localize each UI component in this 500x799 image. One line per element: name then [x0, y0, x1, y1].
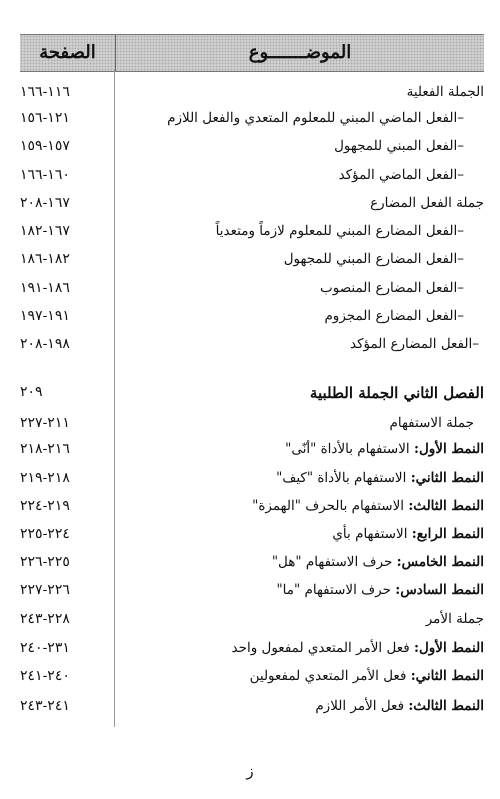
toc-row: [20, 466, 484, 494]
toc-row: [20, 380, 484, 408]
toc-row: [20, 550, 484, 578]
entry-text: –الفعل المضارع المنصوب: [320, 280, 464, 296]
pattern-label: النمط الأول:: [413, 640, 484, 656]
pattern-label: النمط الثالث:: [408, 498, 484, 514]
toc-row: [20, 191, 484, 219]
entry-text: فعل الأمر المتعدي لمفعول واحد: [231, 640, 414, 656]
pattern-label: النمط الأول:: [413, 441, 484, 457]
toc-entry: [285, 441, 484, 457]
toc-row: [20, 578, 484, 606]
entry-text: الفصل الثاني الجملة الطلبية: [309, 384, 484, 402]
toc-entry: [324, 308, 464, 324]
toc-row: [20, 494, 484, 522]
toc-row: [20, 636, 484, 664]
toc-entry: [370, 195, 484, 211]
toc-row: [20, 247, 484, 275]
pattern-label: النمط الثاني:: [410, 470, 484, 486]
page-range: ١٦٧-١٨٢: [20, 223, 70, 239]
toc-entry: [250, 668, 484, 684]
pattern-label: النمط الخامس:: [396, 554, 484, 570]
toc-row: [20, 163, 484, 191]
page-range: ١٨٦-١٩١: [20, 280, 70, 296]
topic-column-header: الموضـــــــوع: [248, 42, 352, 63]
toc-row: [20, 411, 484, 439]
pattern-label: النمط الرابع:: [411, 526, 484, 542]
toc-entry: [310, 384, 484, 402]
toc-entry: [252, 498, 484, 514]
toc-entry: [407, 84, 484, 100]
pattern-label: النمط الثالث:: [408, 698, 484, 714]
page-range: ٢٢٥-٢٢٦: [20, 554, 70, 570]
entry-text: فعل الأمر المتعدي لمفعولين: [249, 668, 411, 684]
page-range: ٢٠٩: [20, 384, 43, 400]
toc-row: [20, 332, 484, 360]
entry-text: –الفعل الماضي المبني للمعلوم المتعدي والفعل اللازم: [167, 110, 464, 126]
page-range: ١٩١-١٩٧: [20, 308, 70, 324]
toc-entry: [315, 698, 484, 714]
pattern-label: النمط الثاني:: [410, 668, 484, 684]
entry-text: –الفعل المضارع المبني للمعلوم لازماً ومتعدياً: [215, 223, 464, 239]
entry-text: الاستفهام بالحرف "الهمزة": [252, 498, 409, 514]
entry-text: –الفعل المضارع المجزوم: [324, 308, 464, 324]
toc-entry: [350, 336, 479, 352]
page-range: ٢٣١-٢٤٠: [20, 640, 70, 656]
toc-row: [20, 276, 484, 304]
page-range: ٢٤٠-٢٤١: [20, 668, 70, 684]
toc-row: [20, 664, 484, 692]
entry-text: جملة الفعل المضارع: [370, 195, 484, 211]
toc-row: [20, 607, 484, 635]
toc-row: [20, 522, 484, 550]
entry-text: الاستفهام بأي: [332, 526, 412, 542]
entry-text: جملة الاستفهام: [389, 415, 474, 431]
toc-entry: [332, 526, 484, 542]
toc-entry: [320, 280, 464, 296]
entry-text: –الفعل المضارع المبني للمجهول: [283, 251, 464, 267]
toc-entry: [216, 223, 464, 239]
page-range: ١٩٨-٢٠٨: [20, 336, 70, 352]
toc-row: [20, 694, 484, 722]
toc-entry: [334, 138, 464, 154]
page-range: ١١٦-١٦٦: [20, 84, 70, 100]
toc-row: [20, 106, 484, 134]
toc-entry: [339, 167, 464, 183]
toc-entry: [272, 554, 484, 570]
page-range: ٢١١-٢٢٧: [20, 415, 70, 431]
entry-text: الاستفهام بالأداة "كيف": [276, 470, 411, 486]
entry-text: حرف الاستفهام "هل": [271, 554, 397, 570]
entry-text: فعل الأمر اللازم: [315, 698, 409, 714]
toc-entry: [276, 582, 484, 598]
toc-row: [20, 437, 484, 465]
page-range: ١٨٢-١٨٦: [20, 251, 70, 267]
entry-text: جملة الأمر: [425, 611, 484, 627]
toc-entry: [232, 640, 484, 656]
page-range: ٢١٩-٢٢٤: [20, 498, 70, 514]
page-range: ٢٢٦-٢٢٧: [20, 582, 70, 598]
page-range: ٢٢٤-٢٢٥: [20, 526, 70, 542]
page-range: ١٥٧-١٥٩: [20, 138, 70, 154]
entry-text: الجملة الفعلية: [406, 84, 484, 100]
pattern-label: النمط السادس:: [395, 582, 484, 598]
toc-row: [20, 219, 484, 247]
toc-entry: [276, 470, 484, 486]
page-range: ٢٤١-٢٤٣: [20, 698, 70, 714]
page-range: ١٦٠-١٦٦: [20, 167, 70, 183]
page-range: ٢١٨-٢١٩: [20, 470, 70, 486]
toc-row: [20, 134, 484, 162]
page-range: ٢١٦-٢١٨: [20, 441, 70, 457]
toc-entry: [167, 110, 464, 126]
entry-text: –الفعل الماضي المؤكد: [338, 167, 464, 183]
entry-text: حرف الاستفهام "ما": [276, 582, 396, 598]
entry-text: الاستفهام بالأداة "أنّى": [285, 441, 414, 457]
page-range: ١٦٧-٢٠٨: [20, 195, 70, 211]
toc-entry: [426, 611, 484, 627]
toc-header: [20, 34, 484, 72]
toc-entry: [389, 415, 474, 431]
page-column-header: الصفحة: [39, 42, 96, 63]
toc-row: [20, 304, 484, 332]
toc-entry: [284, 251, 464, 267]
page-range: ١٢١-١٥٦: [20, 110, 70, 126]
entry-text: –الفعل المبني للمجهول: [334, 138, 464, 154]
toc-row: [20, 80, 484, 108]
entry-text: –الفعل المضارع المؤكد: [350, 336, 479, 352]
page-range: ٢٢٨-٢٤٣: [20, 611, 70, 627]
page-number: ز: [246, 762, 254, 780]
